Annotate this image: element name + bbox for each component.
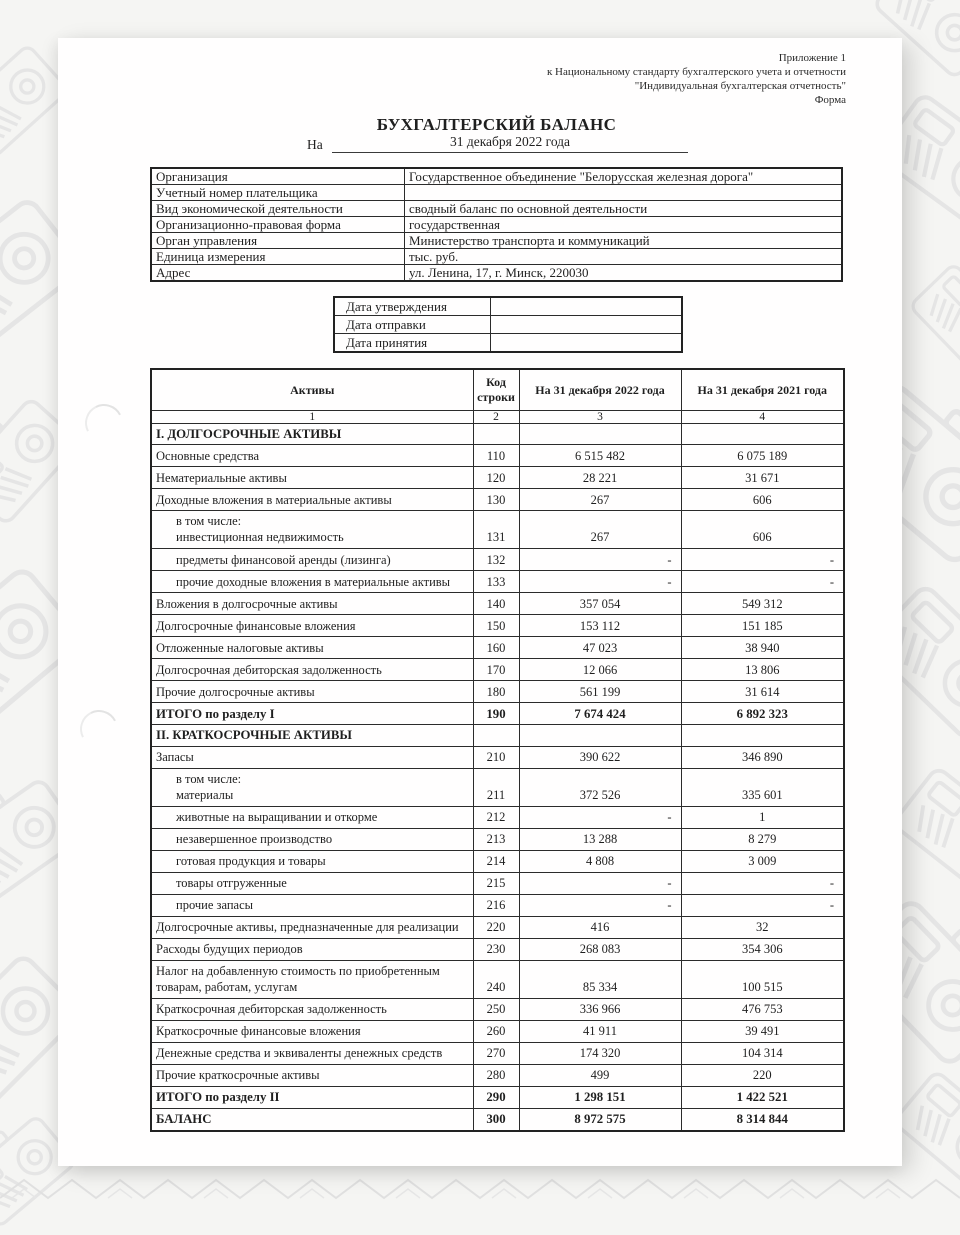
balance-row — [151, 593, 844, 615]
value-2021-cell: 606 — [681, 511, 844, 549]
row-value: ул. Ленина, 17, г. Минск, 220030 — [405, 265, 843, 282]
asset-label: прочие доходные вложения в материальные активы — [151, 571, 473, 593]
code-cell: 210 — [473, 746, 519, 768]
value-2022-cell: 47 023 — [519, 637, 681, 659]
value-2021-cell: - — [681, 894, 844, 916]
column-number: 3 — [519, 411, 681, 424]
asset-label — [151, 768, 473, 806]
balance-row — [151, 1042, 844, 1064]
row-label: Учетный номер плательщика — [151, 185, 405, 201]
value-2022-cell: 153 112 — [519, 615, 681, 637]
value-2021-cell: 104 314 — [681, 1042, 844, 1064]
asset-label: Основные средства — [151, 445, 473, 467]
value-2022-cell: - — [519, 806, 681, 828]
balance-row — [151, 571, 844, 593]
table-row — [151, 265, 842, 282]
code-cell: 130 — [473, 489, 519, 511]
asset-label: Долгосрочные активы, предназначенные для реализации — [151, 916, 473, 938]
row-label: Вид экономической деятельности — [151, 201, 405, 217]
value-2022-cell: - — [519, 872, 681, 894]
table-row — [334, 334, 682, 353]
balance-row — [151, 938, 844, 960]
row-label: Организационно-правовая форма — [151, 217, 405, 233]
value-2022-cell: 336 966 — [519, 998, 681, 1020]
value-2022-cell: 268 083 — [519, 938, 681, 960]
header-note — [547, 51, 846, 107]
value-2021-cell: 39 491 — [681, 1020, 844, 1042]
date-prefix: На — [307, 137, 323, 152]
balance-row — [151, 916, 844, 938]
asset-label: Краткосрочные финансовые вложения — [151, 1020, 473, 1042]
punch-hole-arc — [75, 705, 123, 753]
code-cell: 133 — [473, 571, 519, 593]
row-label: Дата принятия — [334, 334, 491, 353]
asset-label: Вложения в долгосрочные активы — [151, 593, 473, 615]
code-cell: 160 — [473, 637, 519, 659]
value-2021-cell — [681, 725, 844, 746]
balance-row — [151, 681, 844, 703]
value-2021-cell — [681, 424, 844, 445]
column-number: 2 — [473, 411, 519, 424]
balance-row — [151, 467, 844, 489]
value-2022-cell: 416 — [519, 916, 681, 938]
value-2021-cell: 151 185 — [681, 615, 844, 637]
row-value — [491, 316, 683, 334]
sub-group-prefix: в том числе: — [176, 514, 242, 529]
balance-row — [151, 768, 844, 806]
code-cell: 110 — [473, 445, 519, 467]
value-2022-cell — [519, 424, 681, 445]
value-2021-cell: 3 009 — [681, 850, 844, 872]
code-cell: 170 — [473, 659, 519, 681]
value-2022-cell: 28 221 — [519, 467, 681, 489]
column-header-code: Код строки — [473, 369, 519, 411]
code-cell: 120 — [473, 467, 519, 489]
asset-label: готовая продукция и товары — [151, 850, 473, 872]
asset-label: прочие запасы — [151, 894, 473, 916]
balance-row — [151, 998, 844, 1020]
row-value: государственная — [405, 217, 843, 233]
balance-row — [151, 828, 844, 850]
asset-label: Отложенные налоговые активы — [151, 637, 473, 659]
asset-label: II. КРАТКОСРОЧНЫЕ АКТИВЫ — [151, 725, 473, 746]
row-value — [405, 185, 843, 201]
asset-label: I. ДОЛГОСРОЧНЫЕ АКТИВЫ — [151, 424, 473, 445]
balance-row — [151, 850, 844, 872]
asset-label: незавершенное производство — [151, 828, 473, 850]
table-row — [151, 185, 842, 201]
balance-row — [151, 489, 844, 511]
value-2022-cell: 357 054 — [519, 593, 681, 615]
balance-row — [151, 960, 844, 998]
asset-label: товары отгруженные — [151, 872, 473, 894]
header-row — [151, 369, 844, 411]
balance-row — [151, 445, 844, 467]
value-2021-cell: 13 806 — [681, 659, 844, 681]
code-cell: 132 — [473, 549, 519, 571]
value-2021-cell: - — [681, 872, 844, 894]
balance-table — [150, 368, 845, 1132]
value-2022-cell: 499 — [519, 1064, 681, 1086]
row-value — [491, 297, 683, 316]
zigzag-pattern-icon — [0, 1174, 960, 1200]
asset-label: Расходы будущих периодов — [151, 938, 473, 960]
value-2022-cell: 174 320 — [519, 1042, 681, 1064]
balance-row — [151, 1064, 844, 1086]
asset-label-text: материалы — [176, 787, 234, 802]
value-2022-cell: 13 288 — [519, 828, 681, 850]
header-note-line: Приложение 1 — [778, 52, 846, 64]
value-2021-cell: 8 279 — [681, 828, 844, 850]
asset-label: Денежные средства и эквиваленты денежных средств — [151, 1042, 473, 1064]
asset-label: Запасы — [151, 746, 473, 768]
column-number: 1 — [151, 411, 473, 424]
balance-row — [151, 703, 844, 725]
value-2021-cell: 31 671 — [681, 467, 844, 489]
row-label: Дата отправки — [334, 316, 491, 334]
value-2021-cell: 335 601 — [681, 768, 844, 806]
value-2022-cell: 12 066 — [519, 659, 681, 681]
row-label: Единица измерения — [151, 249, 405, 265]
code-cell: 216 — [473, 894, 519, 916]
row-value: тыс. руб. — [405, 249, 843, 265]
row-label: Адрес — [151, 265, 405, 282]
column-header-2022: На 31 декабря 2022 года — [519, 369, 681, 411]
value-2021-cell: - — [681, 549, 844, 571]
document-title: БУХГАЛТЕРСКИЙ БАЛАНС — [376, 115, 617, 134]
value-2022-cell — [519, 725, 681, 746]
balance-row — [151, 659, 844, 681]
value-2021-cell: 32 — [681, 916, 844, 938]
value-2022-cell: 6 515 482 — [519, 445, 681, 467]
balance-row — [151, 872, 844, 894]
asset-label-text: инвестиционная недвижимость — [176, 530, 344, 545]
value-2021-cell: 606 — [681, 489, 844, 511]
balance-row — [151, 1108, 844, 1131]
code-cell: 280 — [473, 1064, 519, 1086]
value-2021-cell: 346 890 — [681, 746, 844, 768]
balance-row — [151, 615, 844, 637]
header-note-line: "Индивидуальная бухгалтерская отчетность" — [634, 80, 846, 92]
asset-label: предметы финансовой аренды (лизинга) — [151, 549, 473, 571]
table-row — [334, 297, 682, 316]
code-cell: 190 — [473, 703, 519, 725]
row-value: Министерство транспорта и коммуникаций — [405, 233, 843, 249]
header-note-line: к Национальному стандарту бухгалтерского учета и отчетности — [546, 66, 846, 78]
code-cell: 213 — [473, 828, 519, 850]
asset-label: Долгосрочные финансовые вложения — [151, 615, 473, 637]
row-value: сводный баланс по основной деятельности — [405, 201, 843, 217]
value-2022-cell: 7 674 424 — [519, 703, 681, 725]
balance-row — [151, 806, 844, 828]
table-row — [151, 201, 842, 217]
code-cell — [473, 725, 519, 746]
balance-row — [151, 894, 844, 916]
asset-label: Долгосрочная дебиторская задолженность — [151, 659, 473, 681]
value-2022-cell: 267 — [519, 489, 681, 511]
code-cell: 260 — [473, 1020, 519, 1042]
value-2022-cell: 390 622 — [519, 746, 681, 768]
column-number: 4 — [681, 411, 844, 424]
row-label: Орган управления — [151, 233, 405, 249]
asset-label: Налог на добавленную стоимость по приобретенным товарам, работам, услугам — [151, 960, 473, 998]
balance-table-header — [151, 369, 844, 424]
code-cell: 212 — [473, 806, 519, 828]
asset-label: ИТОГО по разделу I — [151, 703, 473, 725]
value-2021-cell: 476 753 — [681, 998, 844, 1020]
code-cell — [473, 424, 519, 445]
code-cell: 230 — [473, 938, 519, 960]
asset-label — [151, 511, 473, 549]
code-cell: 250 — [473, 998, 519, 1020]
value-2022-cell: 41 911 — [519, 1020, 681, 1042]
table-row — [151, 168, 842, 185]
code-cell: 211 — [473, 768, 519, 806]
balance-row — [151, 637, 844, 659]
column-header-assets: Активы — [151, 369, 473, 411]
code-cell: 240 — [473, 960, 519, 998]
sub-group-prefix: в том числе: — [176, 771, 242, 786]
table-row — [151, 233, 842, 249]
code-cell: 180 — [473, 681, 519, 703]
column-header-2021: На 31 декабря 2021 года — [681, 369, 844, 411]
table-row — [334, 316, 682, 334]
balance-row — [151, 549, 844, 571]
asset-label: Прочие краткосрочные активы — [151, 1064, 473, 1086]
value-2022-cell: 372 526 — [519, 768, 681, 806]
value-2022-cell: - — [519, 571, 681, 593]
value-2022-cell: - — [519, 894, 681, 916]
value-2021-cell: 8 314 844 — [681, 1108, 844, 1131]
date-line — [58, 134, 902, 156]
code-cell: 215 — [473, 872, 519, 894]
asset-label: животные на выращивании и откорме — [151, 806, 473, 828]
balance-row — [151, 1020, 844, 1042]
asset-label: БАЛАНС — [151, 1108, 473, 1131]
org-info-table — [150, 167, 843, 282]
value-2021-cell: 354 306 — [681, 938, 844, 960]
punch-hole-arc — [80, 399, 128, 447]
code-cell: 290 — [473, 1086, 519, 1108]
row-value: Государственное объединение "Белорусская железная дорога" — [405, 168, 843, 185]
balance-row — [151, 746, 844, 768]
value-2021-cell: 100 515 — [681, 960, 844, 998]
balance-row — [151, 1086, 844, 1108]
balance-row — [151, 511, 844, 549]
value-2022-cell: 561 199 — [519, 681, 681, 703]
table-row — [151, 217, 842, 233]
value-2022-cell: 8 972 575 — [519, 1108, 681, 1131]
row-label: Организация — [151, 168, 405, 185]
value-2021-cell: 549 312 — [681, 593, 844, 615]
code-cell: 131 — [473, 511, 519, 549]
code-cell: 140 — [473, 593, 519, 615]
value-2022-cell: 1 298 151 — [519, 1086, 681, 1108]
value-2021-cell: 1 — [681, 806, 844, 828]
asset-label: Доходные вложения в материальные активы — [151, 489, 473, 511]
value-2022-cell: 267 — [519, 511, 681, 549]
asset-label: ИТОГО по разделу II — [151, 1086, 473, 1108]
code-cell: 214 — [473, 850, 519, 872]
value-2021-cell: 6 892 323 — [681, 703, 844, 725]
value-2021-cell: 220 — [681, 1064, 844, 1086]
column-number-row — [151, 411, 844, 424]
value-2021-cell: 31 614 — [681, 681, 844, 703]
asset-label: Нематериальные активы — [151, 467, 473, 489]
value-2022-cell: 4 808 — [519, 850, 681, 872]
row-label: Дата утверждения — [334, 297, 491, 316]
value-2021-cell: 38 940 — [681, 637, 844, 659]
header-note-line: Форма — [814, 94, 846, 106]
code-cell: 270 — [473, 1042, 519, 1064]
document-page — [58, 38, 902, 1166]
value-2021-cell: - — [681, 571, 844, 593]
balance-section-row — [151, 725, 844, 746]
row-value — [491, 334, 683, 353]
value-2021-cell: 6 075 189 — [681, 445, 844, 467]
value-2022-cell: - — [519, 549, 681, 571]
report-date: 31 декабря 2022 года — [332, 134, 688, 153]
balance-section-row — [151, 424, 844, 445]
dates-table — [333, 296, 683, 353]
value-2022-cell: 85 334 — [519, 960, 681, 998]
asset-label: Краткосрочная дебиторская задолженность — [151, 998, 473, 1020]
code-cell: 220 — [473, 916, 519, 938]
asset-label: Прочие долгосрочные активы — [151, 681, 473, 703]
code-cell: 300 — [473, 1108, 519, 1131]
code-cell: 150 — [473, 615, 519, 637]
value-2021-cell: 1 422 521 — [681, 1086, 844, 1108]
table-row — [151, 249, 842, 265]
